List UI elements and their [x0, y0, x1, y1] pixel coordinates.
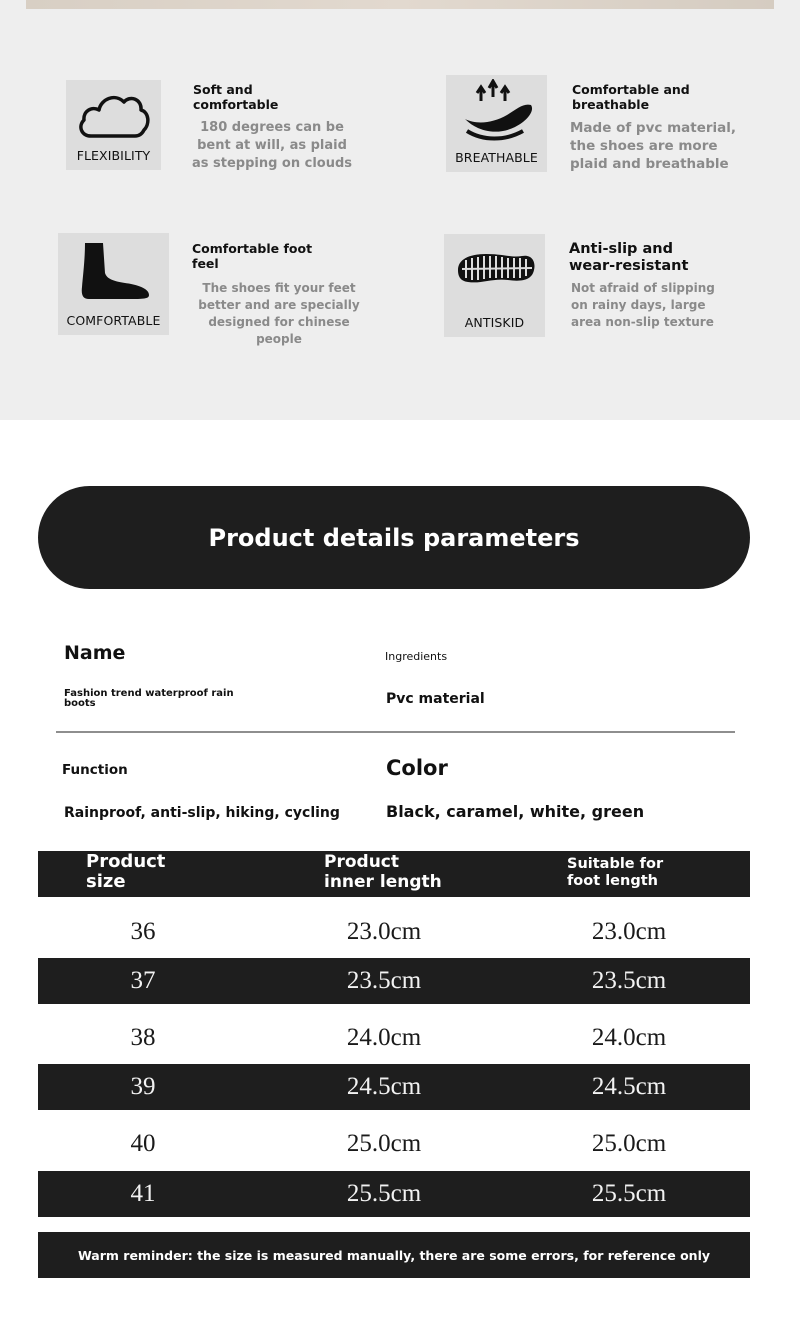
size-cell: 36: [130, 918, 156, 945]
feature-description: Not afraid of slipping on rainy days, large area non-slip texture: [571, 281, 715, 329]
name-value: Fashion trend waterproof rain boots: [64, 688, 234, 709]
inner-length-cell: 25.5cm: [346, 1180, 422, 1207]
sole-icon: [452, 246, 538, 290]
feature-title: Comfortable foot feel: [192, 241, 313, 271]
inner-length-cell: 24.0cm: [346, 1024, 422, 1051]
feature-title: Soft and comfortable: [193, 82, 279, 112]
antiskid-badge: [444, 234, 545, 337]
cloud-icon: [75, 86, 153, 146]
foot-length-cell: 24.0cm: [591, 1024, 667, 1051]
header-foot-length: Suitable for foot length: [567, 856, 664, 889]
foot-length-cell: 25.0cm: [591, 1130, 667, 1157]
header-inner-length: Product inner length: [324, 852, 442, 892]
ingredients-label: Ingredients: [385, 650, 448, 663]
icon-caption: BREATHABLE: [455, 150, 538, 165]
ingredients-value: Pvc material: [386, 691, 485, 707]
details-banner: [38, 486, 750, 589]
function-label: Function: [62, 762, 128, 778]
comfortable-badge: [58, 233, 169, 335]
header-product-size: Product size: [86, 851, 166, 892]
inner-length-cell: 23.0cm: [346, 918, 422, 945]
color-label: Color: [386, 756, 448, 780]
color-value: Black, caramel, white, green: [386, 802, 645, 821]
feature-description: Made of pvc material, the shoes are more plaid and breathable: [570, 120, 737, 172]
feature-description: 180 degrees can be bent at will, as plaid as stepping on clouds: [191, 120, 353, 171]
warm-reminder-text: Warm reminder: the size is measured manually, there are some errors, for reference only: [77, 1247, 711, 1263]
warm-reminder: [38, 1232, 750, 1278]
table-row: [38, 1064, 750, 1110]
feature-description: The shoes fit your feet better and are specially designed for chinese people: [198, 281, 360, 346]
size-cell: 41: [130, 1180, 156, 1207]
icon-caption: FLEXIBILITY: [76, 148, 151, 163]
foot-icon: [69, 239, 159, 301]
size-cell: 38: [130, 1024, 156, 1051]
icon-caption: ANTISKID: [464, 315, 525, 330]
params-divider: [56, 731, 735, 733]
table-row: [38, 1015, 750, 1061]
foot-length-cell: 23.5cm: [591, 967, 667, 994]
table-row: [38, 1171, 750, 1217]
breathable-icon: [457, 79, 537, 145]
size-table-header: [38, 851, 750, 897]
flexibility-badge: [66, 80, 161, 170]
foot-length-cell: 25.5cm: [591, 1180, 667, 1207]
table-row: [38, 1121, 750, 1167]
details-banner-title: Product details parameters: [208, 523, 580, 552]
name-label: Name: [64, 642, 126, 664]
table-row: [38, 958, 750, 1004]
icon-caption: COMFORTABLE: [66, 313, 161, 328]
table-row: [38, 909, 750, 955]
size-cell: 39: [130, 1073, 156, 1100]
inner-length-cell: 25.0cm: [346, 1130, 422, 1157]
feature-title: Anti-slip and wear-resistant: [569, 241, 689, 274]
size-cell: 40: [130, 1130, 156, 1157]
function-value: Rainproof, anti-slip, hiking, cycling: [64, 805, 340, 821]
breathable-badge: [446, 75, 547, 172]
feature-title: Comfortable and breathable: [572, 82, 690, 112]
foot-length-cell: 23.0cm: [591, 918, 667, 945]
foot-length-cell: 24.5cm: [591, 1073, 667, 1100]
inner-length-cell: 23.5cm: [346, 967, 422, 994]
size-cell: 37: [130, 967, 156, 994]
product-image-strip: [26, 0, 774, 9]
inner-length-cell: 24.5cm: [346, 1073, 422, 1100]
features-section: [0, 0, 800, 420]
